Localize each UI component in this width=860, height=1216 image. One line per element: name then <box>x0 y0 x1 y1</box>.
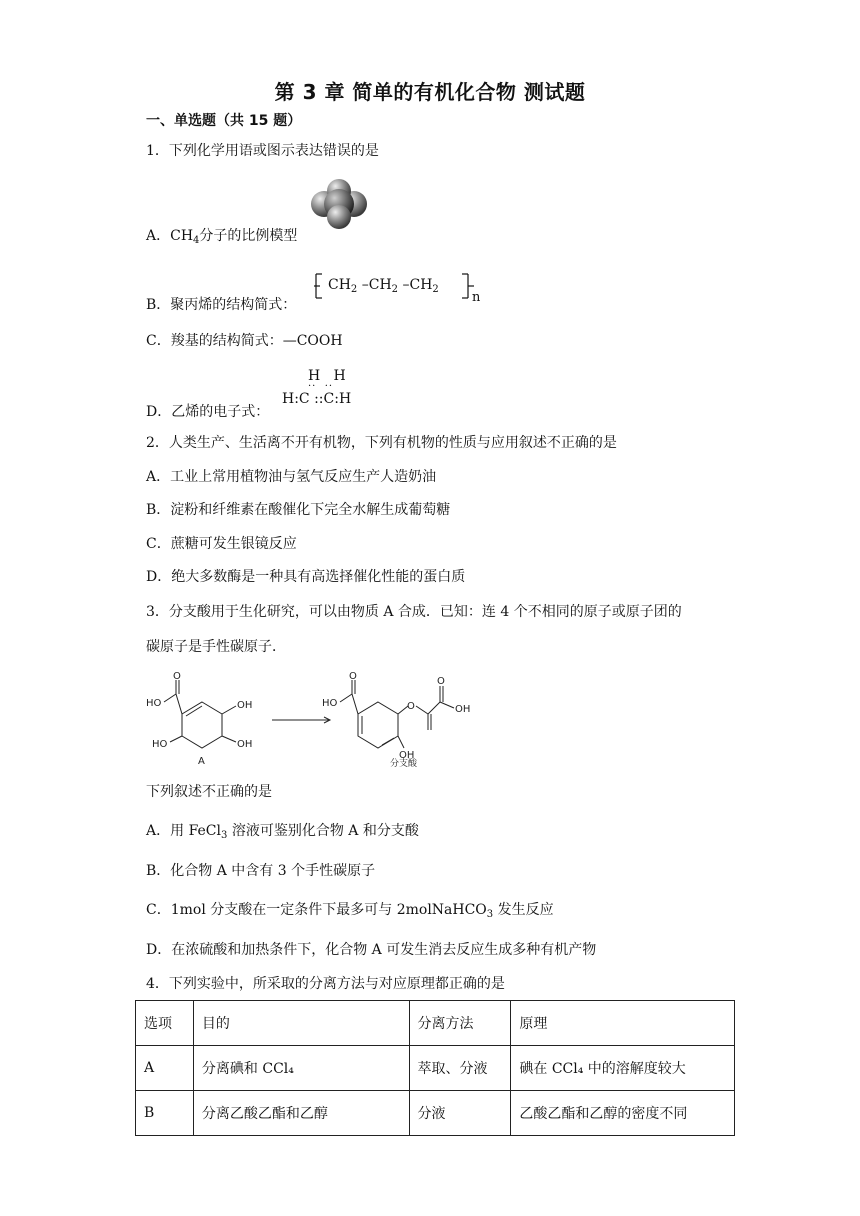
table-cell: B <box>136 1091 194 1136</box>
table-header-row <box>136 1001 735 1046</box>
table-header-cell: 原理 <box>511 1001 735 1046</box>
q1-option-d: D．乙烯的电子式： <box>146 404 270 420</box>
scheme-label: OH <box>399 750 415 761</box>
reaction-scheme-image <box>140 672 500 768</box>
formula-part: CH <box>328 277 351 293</box>
q2-option-d: D．绝大多数酶是一种具有高选择催化性能的蛋白质 <box>146 569 466 585</box>
methane-space-filling-model-image <box>306 178 372 230</box>
table-cell: 乙酸乙酯和乙醇的密度不同 <box>511 1091 735 1136</box>
q1-option-b: B．聚丙烯的结构简式： <box>146 297 297 313</box>
table-header-cell: 选项 <box>136 1001 194 1046</box>
q3-option-a: A．用 FeCl$_3$ 溶液可鉴别化合物 A 和分支酸 <box>146 823 419 841</box>
q2-option-a: A．工业上常用植物油与氢气反应生产人造奶油 <box>146 469 437 485</box>
table-cell: 萃取、分液 <box>409 1046 511 1091</box>
q2-option-b: B．淀粉和纤维素在酸催化下完全水解生成葡萄糖 <box>146 502 451 518</box>
q4-stem: 4．下列实验中，所采取的分离方法与对应原理都正确的是 <box>146 976 505 992</box>
table-row <box>136 1091 735 1136</box>
table-header-cell: 目的 <box>193 1001 409 1046</box>
q1-stem: 1．下列化学用语或图示表达错误的是 <box>146 143 379 159</box>
table-cell: 分液 <box>409 1091 511 1136</box>
separation-methods-table <box>135 1000 735 1136</box>
table-cell: 分离乙酸乙酯和乙醇 <box>193 1091 409 1136</box>
q3-option-c: C．1mol 分支酸在一定条件下最多可与 2molNaHCO$_3$ 发生反应 <box>146 902 554 920</box>
table-cell: A <box>136 1046 194 1091</box>
page-title: 第 3 章 简单的有机化合物 测试题 <box>274 80 586 104</box>
table-cell: 分离碘和 CCl₄ <box>193 1046 409 1091</box>
q3-option-d: D．在浓硫酸和加热条件下，化合物 A 可发生消去反应生成多种有机产物 <box>146 942 597 958</box>
formula-part: –CH <box>402 277 433 293</box>
scheme-label: HO <box>146 698 162 709</box>
scheme-label: A <box>198 756 205 767</box>
scheme-label: HO <box>152 739 168 750</box>
table-row <box>136 1046 735 1091</box>
q3-option-b: B．化合物 A 中含有 3 个手性碳原子 <box>146 863 376 879</box>
table-cell: 碘在 CCl₄ 中的溶解度较大 <box>511 1046 735 1091</box>
polypropylene-formula: $CH_2$ $-CH_2$ $-CH_2$ n <box>314 270 484 306</box>
section-heading: 一、单选题（共 15 题） <box>146 113 302 129</box>
table-header-cell: 分离方法 <box>409 1001 511 1046</box>
q3-prompt: 下列叙述不正确的是 <box>146 784 272 800</box>
scheme-label: OH <box>237 700 253 711</box>
q3-stem-line2: 碳原子是手性碳原子． <box>146 639 286 655</box>
scheme-label: HO <box>322 698 338 709</box>
formula-part: –CH <box>361 277 392 293</box>
q3-stem-line1: 3．分支酸用于生化研究，可以由物质 A 合成．已知：连 4 个不相同的原子或原子团的 <box>146 604 682 620</box>
scheme-label: 分支酸 <box>390 759 418 768</box>
scheme-label: OH <box>455 704 471 715</box>
q2-stem: 2．人类生产、生活离不开有机物，下列有机物的性质与应用叙述不正确的是 <box>146 435 617 451</box>
q1-option-c: C．羧基的结构简式：—COOH <box>146 333 343 349</box>
q1-option-a: A．$CH_4$分子的比例模型 <box>146 228 298 246</box>
scheme-label: O <box>349 672 357 682</box>
scheme-label: O <box>437 676 445 687</box>
scheme-label: O <box>173 672 181 682</box>
polymer-n-subscript: n <box>472 290 481 305</box>
ethylene-electron-formula: H H ·· ·· H:C ::C:H <box>282 368 352 407</box>
scheme-label: OH <box>237 739 253 750</box>
scheme-label: O <box>407 701 415 712</box>
q2-option-c: C．蔗糖可发生银镜反应 <box>146 536 297 552</box>
